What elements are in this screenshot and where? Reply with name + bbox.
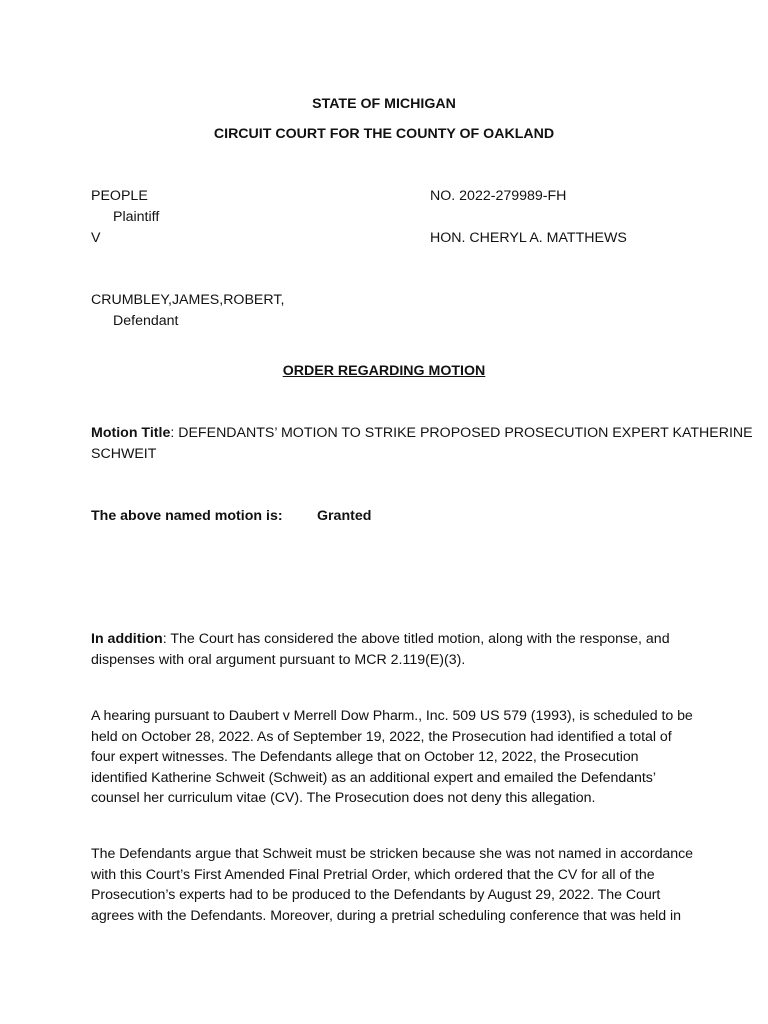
paragraph-line: counsel her curriculum vitae (CV). The Prosecution does not deny this allegation. (91, 790, 596, 806)
paragraph-line: The Defendants argue that Schweit must be stricken because she was not named in accordance (91, 846, 693, 862)
ruling-label: The above named motion is: (91, 508, 283, 524)
paragraph-line: A hearing pursuant to Daubert v Merrell Dow Pharm., Inc. 509 US 579 (1993), is scheduled to be (91, 708, 693, 724)
paragraph-line: agrees with the Defendants. Moreover, during a pretrial scheduling conference that was held in (91, 907, 681, 924)
addition-line2: dispenses with oral argument pursuant to MCR 2.119(E)(3). (91, 652, 466, 668)
paragraph-line: held on October 28, 2022. As of September 19, 2022, the Prosecution had identified a total of (91, 728, 672, 745)
motion-title-text: : DEFENDANTS’ MOTION TO STRIKE PROPOSED PROSECUTION EXPERT KATHERINE (170, 425, 753, 441)
versus-label: V (91, 230, 101, 246)
motion-title-label: Motion Title (91, 425, 171, 441)
paragraph-daubert (91, 706, 691, 809)
addition-label: In addition (91, 631, 163, 647)
motion-title-line1 (91, 423, 753, 444)
paragraph-line: identified Katherine Schweit (Schweit) as an additional expert and emailed the Defendants’ (91, 769, 656, 786)
case-number: NO. 2022-279989-FH (430, 188, 567, 204)
order-title: ORDER REGARDING MOTION (282, 363, 486, 379)
paragraph-argument (91, 844, 691, 926)
plaintiff-name: PEOPLE (91, 188, 148, 204)
addition-text: : The Court has considered the above titled motion, along with the response, and (162, 631, 670, 647)
paragraph-line: four expert witnesses. The Defendants allege that on October 12, 2022, the Prosecution (91, 749, 639, 765)
judge-name: HON. CHERYL A. MATTHEWS (430, 230, 627, 246)
plaintiff-role: Plaintiff (113, 209, 160, 225)
ruling-value: Granted (317, 508, 372, 524)
paragraph-line: Prosecution’s experts had to be produced to the Defendants by August 29, 2022. The Court (91, 887, 661, 903)
defendant-name: CRUMBLEY,JAMES,ROBERT, (91, 292, 285, 308)
court-heading: CIRCUIT COURT FOR THE COUNTY OF OAKLAND (213, 126, 555, 142)
motion-title-line2: SCHWEIT (91, 446, 157, 462)
addition-line1 (91, 629, 670, 650)
defendant-role: Defendant (113, 313, 179, 329)
paragraph-line: with this Court’s First Amended Final Pretrial Order, which ordered that the CV for all of the (91, 866, 655, 883)
state-heading: STATE OF MICHIGAN (312, 96, 456, 112)
